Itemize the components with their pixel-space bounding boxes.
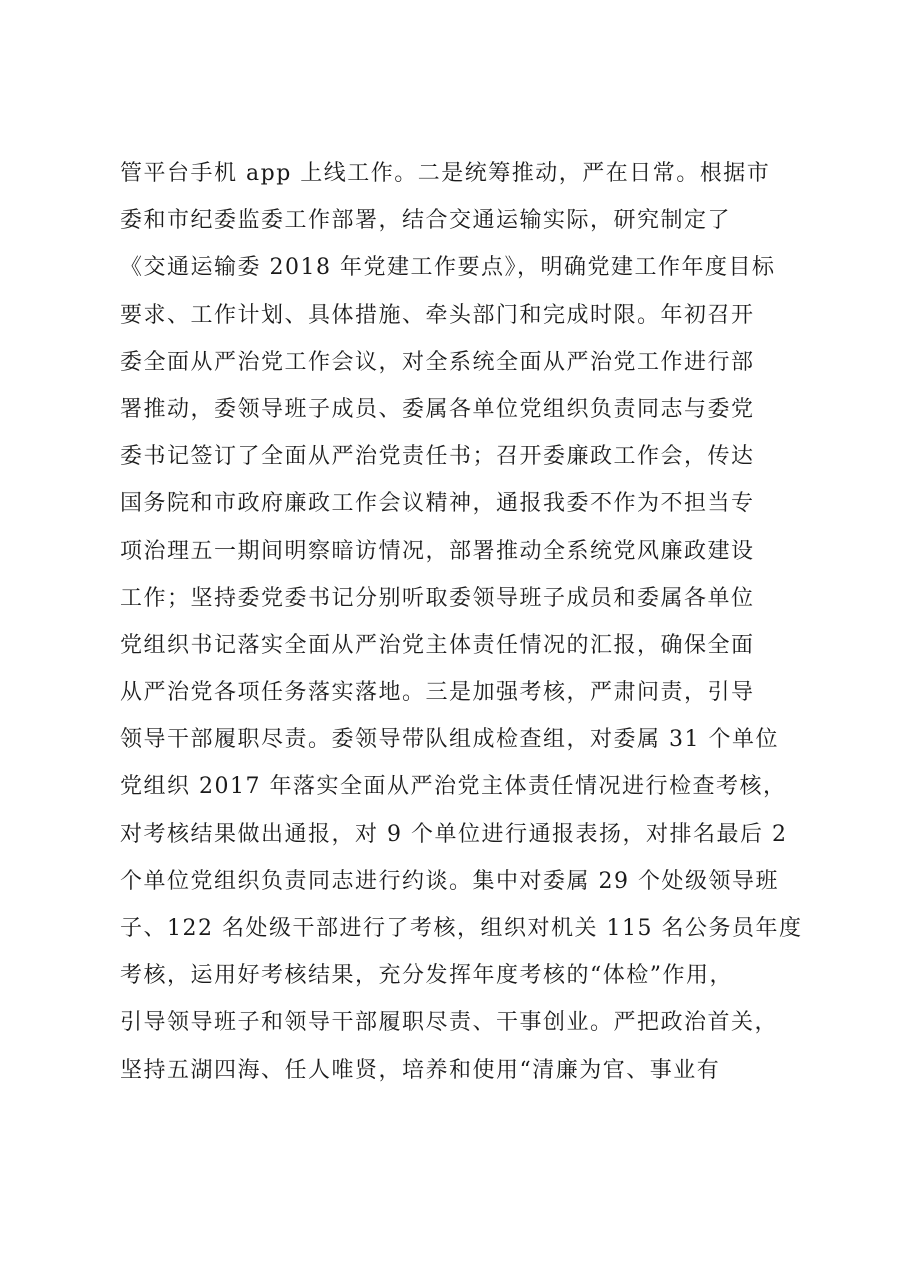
text-line: 国务院和市政府廉政工作会议精神，通报我委不作为不担当专 <box>120 491 755 517</box>
body-text <box>120 163 840 1107</box>
text-line: 委全面从严治党工作会议，对全系统全面从严治党工作进行部 <box>120 349 755 375</box>
text-line: 对考核结果做出通报，对 9 个单位进行通报表扬，对排名最后 2 <box>120 821 788 847</box>
text-line: 坚持五湖四海、任人唯贤，培养和使用“清廉为官、事业有 <box>120 1057 721 1083</box>
text-line: 引导领导班子和领导干部履职尽责、干事创业。严把政治首关， <box>120 1010 779 1036</box>
text-line: 个单位党组织负责同志进行约谈。集中对委属 29 个处级领导班 <box>120 868 779 894</box>
text-line: 领导干部履职尽责。委领导带队组成检查组，对委属 31 个单位 <box>120 727 779 753</box>
text-line: 工作；坚持委党委书记分别听取委领导班子成员和委属各单位 <box>120 585 755 611</box>
text-line: 署推动，委领导班子成员、委属各单位党组织负责同志与委党 <box>120 396 755 422</box>
text-line: 管平台手机 app 上线工作。二是统筹推动，严在日常。根据市 <box>120 161 771 186</box>
text-line: 党组织书记落实全面从严治党主体责任情况的汇报，确保全面 <box>120 632 755 658</box>
text-line: 项治理五一期间明察暗访情况，部署推动全系统党风廉政建设 <box>120 538 755 564</box>
text-line: 要求、工作计划、具体措施、牵头部门和完成时限。年初召开 <box>120 302 755 328</box>
text-line: 委和市纪委监委工作部署，结合交通运输实际，研究制定了 <box>120 208 732 234</box>
text-line: 从严治党各项任务落实落地。三是加强考核，严肃问责，引导 <box>120 680 755 706</box>
text-line: 子、122 名处级干部进行了考核，组织对机关 115 名公务员年度 <box>120 916 803 941</box>
text-line: 《交通运输委 2018 年党建工作要点》，明确党建工作年度目标 <box>120 255 776 281</box>
text-line: 考核，运用好考核结果，充分发挥年度考核的“体检”作用， <box>120 963 733 989</box>
text-line: 党组织 2017 年落实全面从严治党主体责任情况进行检查考核， <box>120 774 787 800</box>
text-line: 委书记签订了全面从严治党责任书；召开委廉政工作会，传达 <box>120 444 755 470</box>
